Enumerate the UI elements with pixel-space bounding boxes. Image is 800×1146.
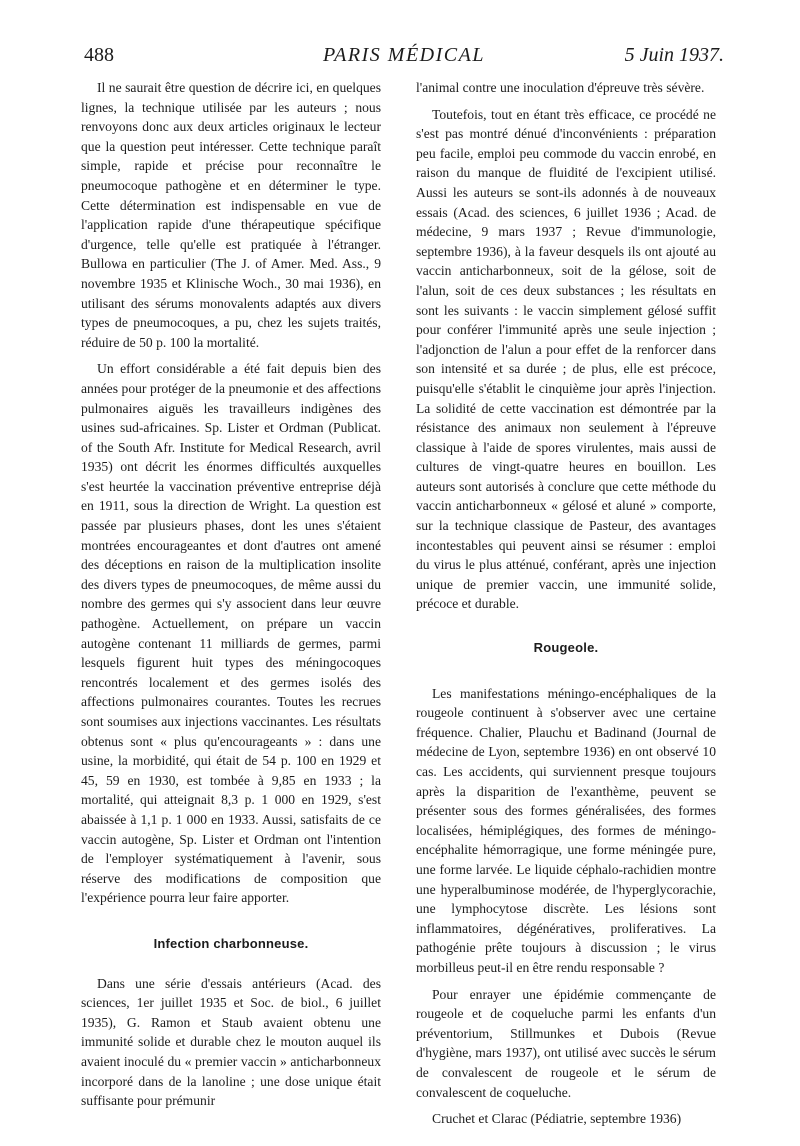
paragraph: Il ne saurait être question de décrire ici, en quelques lignes, la technique utilisée par les auteurs ; nous renvoyons donc aux deux articles originaux le lecteur que la question peut intéresser. Cette technique paraît simple, rapide et précise pour reconnaître le pneumocoque pathogène et en déterminer le type. Cette détermination est indispensable en vue de l'application rapide d'une thérapeutique spécifique d'urgence, telle qu'elle est pratiquée à l'étranger. Bullowa en particulier (The J. of Amer. Med. Ass., 9 novembre 1935 et Klinische Woch., 30 mai 1936), en utilisant des sérums monovalents adaptés aux divers types de pneumocoques, a pu, chez les sujets traités, réduire de 50 p. 100 la mortalité. [81,80,381,350]
left-column [81,78,381,1118]
section-heading: Infection charbonneuse. [153,935,309,951]
paragraph: Dans une série d'essais antérieurs (Acad. des sciences, 1er juillet 1935 et Soc. de biol., 6 juillet 1935), G. Ramon et Staub avaient obtenu une immunité solide et durable chez le mouton auquel ils avaient inoculé du « premier vaccin » anticharbonneux incorporé dans de la lanoline ; une dose unique était suffisante pour prémunir [81,975,381,1109]
journal-title: PARIS MÉDICAL [323,44,485,66]
page-header [84,44,724,70]
paragraph: Un effort considérable a été fait depuis bien des années pour protéger de la pneumonie et des affections pulmonaires aiguës les travailleurs indigènes des usines sud-africaines. Sp. Lister et Ordman (Publicat. of the South Afr. Institute for Medical Research, avril 1935) ont décrit les énormes difficultés auxquelles s'est heurtée la vaccination préventive entreprise déjà en 1911, sous la direction de Wright. La question est passée par plusieurs phases, dont les unes s'étaient montrées encourageantes et dont d'autres ont amené des déceptions en raison de la multiplication insolite des divers types de pneumocoques, de même aussi du nombre des germes qui s'y associent dans leur œuvre pathogène. Actuellement, on prépare un vaccin autogène contenant 11 milliards de germes, parmi lesquels figurent huit types des méningocoques rencontrés localement et des germes isolés des affections pulmonaires courantes. Toutes les recrues sont soumises aux injections vaccinantes. Les résultats obtenus sont « plus qu'encourageants » : dans une usine, la morbidité, qui était de 54 p. 100 en 1929 et 45, 59 en 1930, est tombée à 9,85 en 1933 ; la mortalité, qui atteignait 8,3 p. 1 000 en 1929, s'est abaissée à 1,1 p. 1 000 en 1933. Aussi, satisfaits de ce vaccin autogène, Sp. Lister et Ordman ont l'intention de l'employer systématiquement à l'avenir, sous réserve des modifications de composition que l'expérience pourra leur faire apporter. [81,361,381,906]
paragraph: Pour enrayer une épidémie commençante de rougeole et de coqueluche parmi les enfants d'un préventorium, Stillmunkes et Dubois (Revue d'hygiène, mars 1937), ont utilisé avec succès le sérum de convalescent de rougeole et le sérum de convalescent de coqueluche. [416,986,716,1100]
paragraph-continued: l'animal contre une inoculation d'épreuve très sévère. [416,80,705,95]
issue-date: 5 Juin 1937. [624,44,724,66]
paragraph: Les manifestations méningo-encéphaliques de la rougeole continuent à s'observer avec une certaine fréquence. Chalier, Plauchu et Badinand (Journal de médecine de Lyon, septembre 1936) en ont observé 10 cas. Les accidents, qui surviennent presque toujours après la disparition de l'exanthème, peuvent se présenter sous des formes généralisées, des formes localisées, hémiplégiques, des formes de méningo-encéphalite hémorragique, une forme méningée pure, une forme larvée. Le liquide céphalo-rachidien montre une hyperalbuminose modérée, de l'hyperglycorachie, une lymphocytose discrète. Les lésions sont inflammatoires, dégénératives, proliferatives. La pathogénie prête toujours à discussion ; le virus morbilleus peut-il en être rendu responsable ? [416,685,716,975]
section-heading: Rougeole. [533,640,599,656]
page-number: 488 [84,44,114,66]
right-column [416,78,716,1136]
paragraph: Toutefois, tout en étant très efficace, ce procédé ne s'est pas montré dénué d'inconvénients : préparation peu facile, emploi peu commode du vaccin enrobé, en raison du manque de fluidité de l'excipient utilisé. Aussi les auteurs se sont-ils adonnés à de nouveaux essais (Acad. des sciences, 6 juillet 1936 ; Acad. de médecine, 9 mars 1937 ; Revue d'immunologie, septembre 1936), à la faveur desquels ils ont ajouté au vaccin anticharbonneux, soit de la gélose, soit de l'alun, soit de ces deux substances ; les résultats en sont les suivants : le vaccin simplement gélosé suffit pour conférer l'immunité après une seule injection ; l'adjonction de l'alun a pour effet de la renforcer dans son intensité et sa durée ; de plus, elle est précoce, puisqu'elle s'établit le cinquième jour après l'injection. La solidité de cette vaccination est démontrée par la résistance des animaux non seulement à l'épreuve classique à l'aide de spores virulentes, mais aussi de cultures de vingt-quatre heures en bouillon. Les auteurs sont autorisés à conclure que cette méthode du vaccin anticharbonneux « gélosé et aluné » comporte, sur la technique classique de Pasteur, des avantages incontestables qui peuvent ainsi se résumer : emploi du virus le plus atténué, conférant, après une injection unique de premier vaccin, une immunité solide, précoce et durable. [416,106,716,612]
paragraph: Cruchet et Clarac (Pédiatrie, septembre 1936) [432,1111,682,1127]
